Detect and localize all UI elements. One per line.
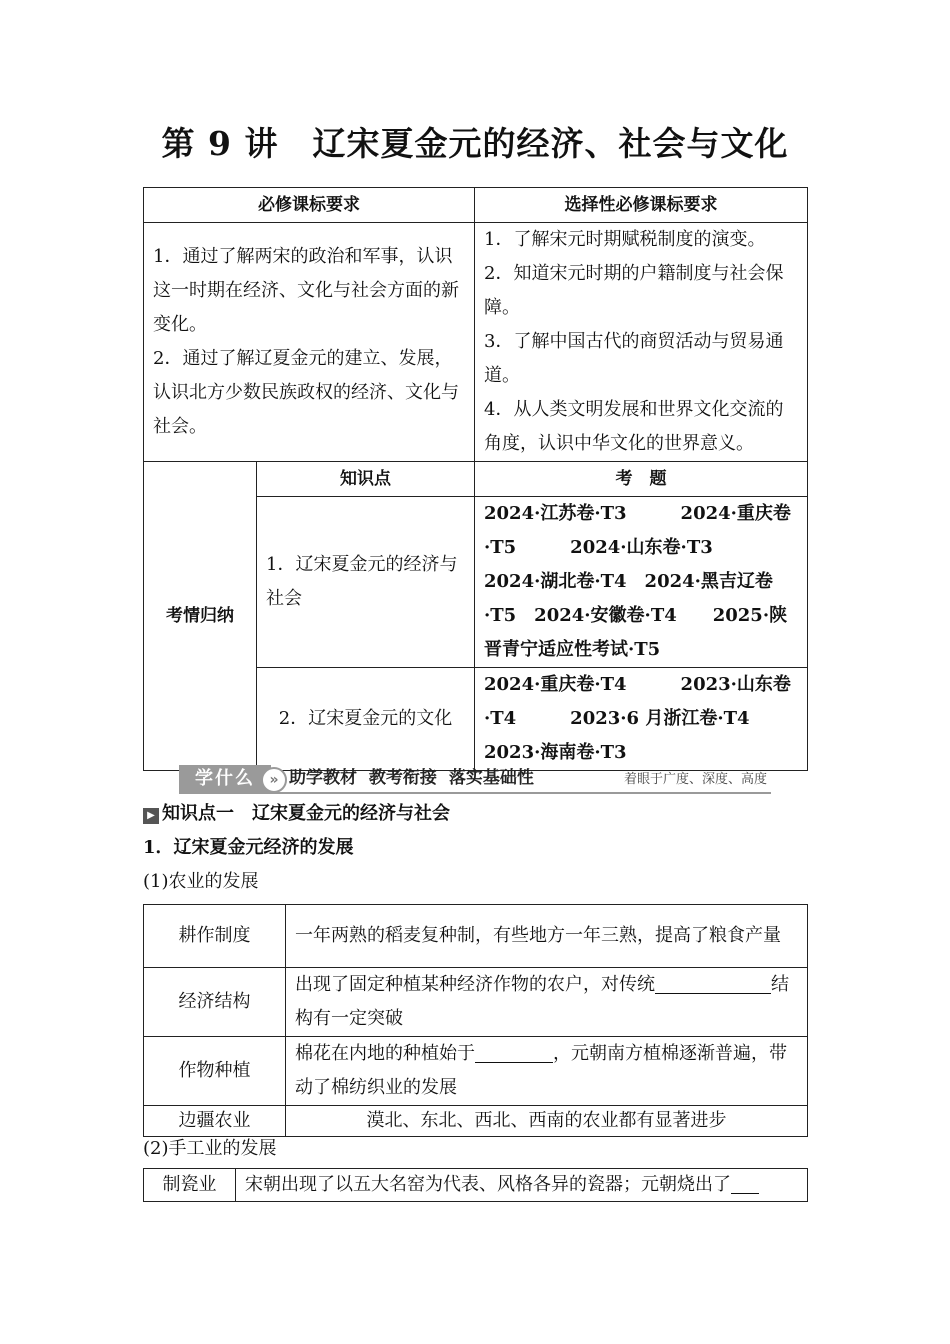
elective-item: 2．知道宋元时期的户籍制度与社会保障。	[484, 263, 784, 318]
agri-text: 出现了固定种植某种经济作物的农户，对传统 结构有一定突破	[286, 968, 808, 1037]
banner-motto: 着眼于广度、深度、高度	[623, 772, 767, 787]
page-title	[0, 118, 950, 165]
banner-tab: 学什么	[179, 765, 271, 792]
subheading-agriculture: (1)农业的发展	[143, 871, 259, 892]
elective-item: 4．从人类文明发展和世界文化交流的角度，认识中华文化的世界意义。	[484, 399, 784, 454]
section-heading	[143, 800, 450, 828]
banner-slogan: 助学教材 教考衔接 落实基础性	[289, 768, 534, 788]
knowledge-point-1: 1．辽宋夏金元的经济与社会	[257, 497, 475, 668]
study-banner	[143, 761, 807, 795]
fill-blank[interactable]	[655, 971, 771, 994]
craft-label: 制瓷业	[144, 1169, 236, 1202]
craft-text: 宋朝出现了以五大名窑为代表、风格各异的瓷器；元朝烧出了	[236, 1169, 808, 1202]
elective-cell	[475, 223, 808, 462]
agri-label: 耕作制度	[144, 905, 286, 968]
chevron-right-icon: »	[261, 767, 287, 793]
agri-text: 一年两熟的稻麦复种制，有些地方一年三熟，提高了粮食产量	[286, 905, 808, 968]
agriculture-table	[143, 904, 808, 1137]
header-exam-questions: 考 题	[475, 462, 808, 497]
header-compulsory: 必修课标要求	[144, 188, 475, 223]
subheading-handicraft: (2)手工业的发展	[143, 1138, 277, 1159]
section-heading-text: 知识点一 辽宋夏金元的经济与社会	[162, 803, 450, 824]
banner-divider	[179, 792, 771, 794]
header-knowledge-point: 知识点	[257, 462, 475, 497]
agri-label: 边疆农业	[144, 1106, 286, 1137]
header-elective: 选择性必修课标要求	[475, 188, 808, 223]
compulsory-item: 2．通过了解辽夏金元的建立、发展，认识北方少数民族政权的经济、文化与社会。	[153, 348, 459, 437]
agri-text: 漠北、东北、西北、西南的农业都有显著进步	[286, 1106, 808, 1137]
play-triangle-icon: ▶	[143, 808, 159, 824]
compulsory-item: 1．通过了解两宋的政治和军事，认识这一时期在经济、文化与社会方面的新变化。	[153, 246, 459, 335]
exam-row-label: 考情归纳	[144, 462, 257, 771]
handicraft-table	[143, 1168, 808, 1202]
requirements-table	[143, 187, 822, 771]
agri-label: 作物种植	[144, 1037, 286, 1106]
lecture-number: 第 9 讲	[161, 124, 279, 163]
fill-blank[interactable]	[475, 1040, 553, 1063]
agri-text: 棉花在内地的种植始于 ，元朝南方植棉逐渐普遍，带动了棉纺织业的发展	[286, 1037, 808, 1106]
exam-questions-2: 2024·重庆卷·T4 2023·山东卷·T4 2023·6 月浙江卷·T4 2023·海南卷·T3	[475, 668, 808, 771]
subheading-economy: 1．辽宋夏金元经济的发展	[143, 837, 354, 858]
exam-questions-1: 2024·江苏卷·T3 2024·重庆卷·T5 2024·山东卷·T3 2024·湖北卷·T4 2024·黑吉辽卷·T5 2024·安徽卷·T4 2025·陕晋青宁适应性考试·T5	[475, 497, 808, 668]
fill-blank[interactable]	[731, 1171, 759, 1194]
compulsory-cell	[144, 223, 475, 462]
knowledge-point-2: 2．辽宋夏金元的文化	[257, 668, 475, 771]
lecture-title: 辽宋夏金元的经济、社会与文化	[312, 124, 789, 163]
agri-label: 经济结构	[144, 968, 286, 1037]
elective-item: 3．了解中国古代的商贸活动与贸易通道。	[484, 331, 784, 386]
elective-item: 1．了解宋元时期赋税制度的演变。	[484, 229, 766, 250]
